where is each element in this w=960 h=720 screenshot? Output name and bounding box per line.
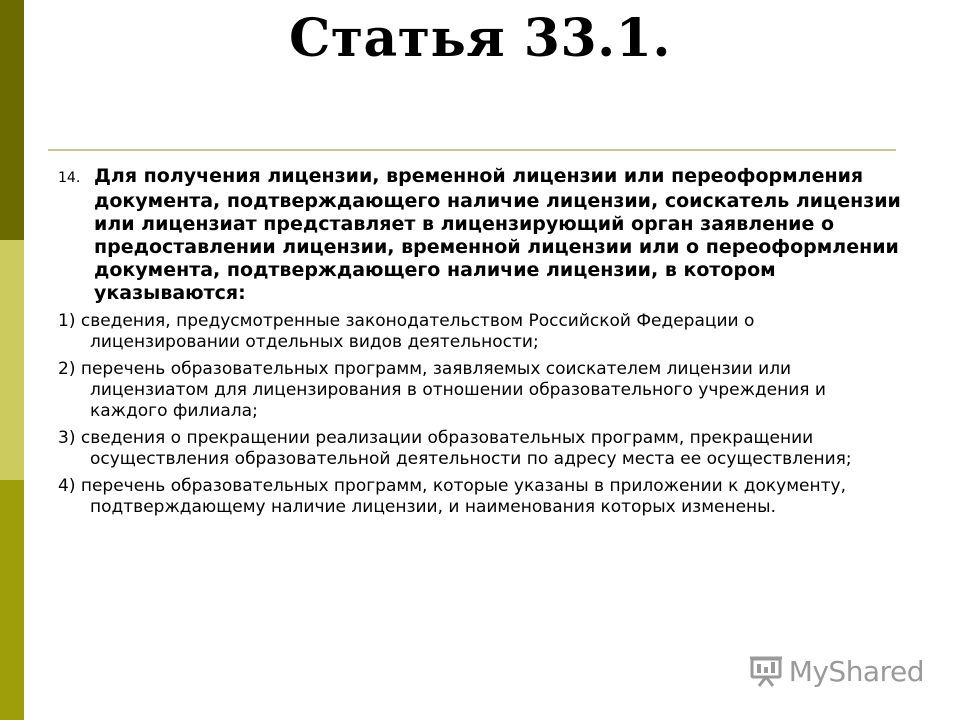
side-bar-bottom [0,480,24,720]
list-item: 3) сведения о прекращении реализации образовательных программ, прекращении осуществления образовательной деятельности по адресу места ее осуществления; [58,428,852,469]
title-divider [48,149,896,151]
lead-number: 14. [58,170,81,186]
side-bar-middle [0,240,24,480]
lead-text: Для получения лицензии, временной лицензии или переоформления документа, подтверждающего наличие лицензии, соискатель лицензии или лицензиат представляет в лицензирующий орган заявление о предоставлении лицензии, временной лицензии или о переоформлении документа, подтверждающего наличие лицензии, в котором указываются: [94,165,901,304]
projector-screen-icon [749,654,783,688]
lead-paragraph [58,165,904,305]
slide-title: Статья 33.1. [288,8,672,69]
list-item: 4) перечень образовательных программ, которые указаны в приложении к документу, подтверждающему наличие лицензии, и наименования которых изменены. [58,476,846,517]
slide-body [58,165,904,524]
watermark-logo [749,654,924,688]
watermark-text: MyShared [788,654,924,688]
list-item: 1) сведения, предусмотренные законодательством Российской Федерации о лицензировании отдельных видов деятельности; [58,311,755,352]
list-item: 2) перечень образовательных программ, заявляемых соискателем лицензии или лицензиатом для лицензирования в отношении образовательного учреждения и каждого филиала; [58,359,826,421]
